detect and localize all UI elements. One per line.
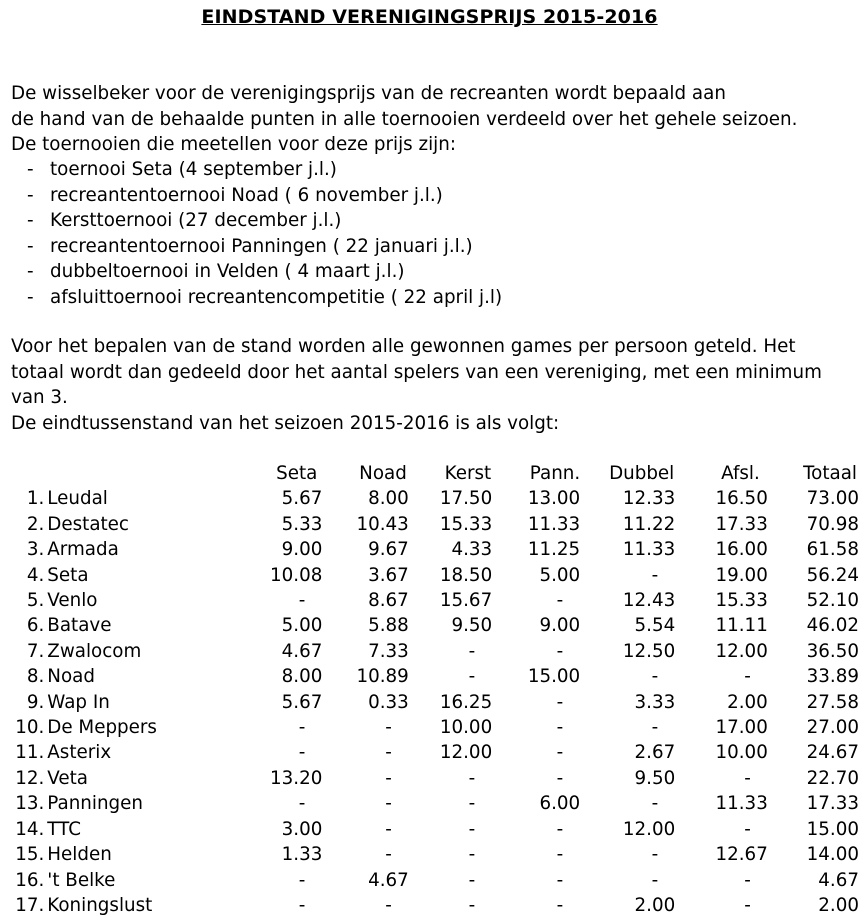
team-cell: Koningslust [47, 894, 153, 916]
dubbel-cell: - [651, 844, 659, 866]
dubbel-cell: 2.00 [634, 894, 676, 916]
pann-cell: 6.00 [539, 793, 581, 815]
header-pann: Pann. [529, 463, 581, 484]
team-cell: 't Belke [47, 869, 116, 891]
afsl-cell: - [744, 818, 751, 840]
totaal-cell: 22.70 [806, 767, 859, 789]
tournament-label: dubbeltoernooi in Velden ( 4 maart j.l.) [50, 261, 405, 282]
noad-cell: 7.33 [368, 640, 409, 662]
rank-cell: 16. [15, 869, 45, 891]
dubbel-cell: - [651, 717, 659, 739]
totaal-cell: 56.24 [806, 564, 859, 586]
totaal-cell: 4.67 [818, 869, 859, 891]
noad-cell: 8.67 [368, 590, 409, 612]
afsl-cell: 19.00 [715, 564, 768, 586]
pann-cell: - [556, 869, 564, 891]
seta-cell: 1.33 [281, 844, 323, 866]
kerst-cell: - [468, 844, 476, 866]
seta-cell: - [298, 590, 306, 612]
afsl-cell: - [744, 767, 751, 789]
method-line: De eindtussenstand van het seizoen 2015-2016 is als volgt: [11, 412, 560, 434]
kerst-cell: 15.33 [439, 513, 493, 535]
rank-cell: 7. [26, 640, 45, 662]
kerst-cell: 15.67 [439, 590, 493, 612]
dubbel-cell: 11.22 [622, 513, 676, 535]
tournament-item [27, 208, 502, 234]
table-row [0, 893, 859, 918]
rank-cell: 1. [26, 488, 45, 510]
header-kerst: Kerst [444, 463, 492, 484]
noad-cell: 5.88 [368, 615, 409, 637]
rank-cell: 4. [26, 564, 45, 586]
table-row [0, 842, 859, 867]
dubbel-cell: 9.50 [634, 767, 676, 789]
totaal-cell: 73.00 [806, 488, 859, 510]
kerst-cell: - [468, 793, 476, 815]
dubbel-cell: 12.00 [622, 818, 676, 840]
rank-cell: 12. [15, 767, 45, 789]
afsl-cell: 16.00 [715, 539, 768, 561]
team-cell: Venlo [47, 590, 98, 612]
afsl-cell: 17.33 [715, 513, 768, 535]
standings-table [0, 461, 859, 918]
kerst-cell: 12.00 [439, 742, 493, 764]
kerst-cell: - [468, 767, 476, 789]
noad-cell: - [385, 742, 392, 764]
dubbel-cell: - [651, 666, 659, 688]
noad-cell: 4.67 [368, 869, 409, 891]
header-dubbel: Dubbel [609, 463, 675, 484]
seta-cell: 5.67 [281, 691, 323, 713]
tournament-item [27, 259, 502, 285]
table-row [0, 715, 859, 740]
rank-cell: 9. [26, 691, 45, 713]
seta-cell: 5.67 [281, 488, 323, 510]
document-title: EINDSTAND VERENIGINGSPRIJS 2015-2016 [201, 6, 658, 28]
dubbel-cell: 11.33 [622, 539, 676, 561]
dubbel-cell: 3.33 [634, 691, 676, 713]
seta-cell: 5.33 [281, 513, 323, 535]
rank-cell: 3. [26, 539, 45, 561]
pann-cell: - [556, 717, 564, 739]
bullet-dash: - [27, 235, 34, 257]
table-row [0, 563, 859, 588]
totaal-cell: 17.33 [806, 793, 859, 815]
rank-cell: 13. [15, 793, 45, 815]
tournament-label: afsluittoernooi recreantencompetitie ( 22 april j.l) [50, 286, 503, 308]
tournament-label: Kersttoernooi (27 december j.l.) [50, 210, 342, 231]
team-cell: Helden [47, 844, 112, 866]
team-cell: Destatec [47, 513, 129, 535]
rank-cell: 11. [15, 742, 45, 764]
kerst-cell: 18.50 [439, 564, 493, 586]
header-rank [0, 461, 44, 486]
table-row [0, 613, 859, 638]
team-cell: Seta [47, 564, 89, 586]
dubbel-cell: 12.33 [622, 488, 676, 510]
bullet-dash: - [27, 184, 34, 206]
noad-cell: 0.33 [368, 691, 409, 713]
pann-cell: - [556, 767, 564, 789]
noad-cell: - [385, 767, 392, 789]
noad-cell: 3.67 [368, 564, 409, 586]
totaal-cell: 27.00 [806, 717, 859, 739]
afsl-cell: - [744, 666, 751, 688]
seta-cell: 5.00 [281, 615, 323, 637]
kerst-cell: 10.00 [439, 717, 493, 739]
dubbel-cell: 12.50 [622, 640, 676, 662]
noad-cell: - [385, 793, 392, 815]
team-cell: Wap In [47, 691, 110, 713]
kerst-cell: 17.50 [439, 488, 493, 510]
noad-cell: 10.89 [356, 666, 409, 688]
totaal-cell: 24.67 [806, 742, 859, 764]
afsl-cell: - [744, 869, 751, 891]
dubbel-cell: 12.43 [622, 590, 676, 612]
noad-cell: - [385, 894, 392, 916]
seta-cell: - [298, 793, 306, 815]
dubbel-cell: - [651, 793, 659, 815]
table-row [0, 486, 859, 511]
totaal-cell: 61.58 [806, 539, 859, 561]
tournament-label: recreantentoernooi Noad ( 6 november j.l.) [50, 184, 443, 206]
rank-cell: 2. [26, 513, 45, 535]
kerst-cell: - [468, 666, 476, 688]
team-cell: Leudal [47, 488, 108, 510]
standings-body [0, 486, 859, 918]
team-cell: TTC [47, 818, 82, 840]
intro-paragraph [11, 81, 859, 158]
totaal-cell: 36.50 [806, 640, 859, 662]
rank-cell: 17. [15, 894, 45, 916]
seta-cell: 10.08 [270, 564, 323, 586]
tournament-label: recreantentoernooi Panningen ( 22 januari j.l.) [50, 235, 473, 257]
totaal-cell: 2.00 [818, 894, 859, 916]
header-seta: Seta [276, 463, 318, 484]
totaal-cell: 46.02 [806, 615, 859, 637]
method-paragraph [11, 334, 859, 436]
header-team [44, 461, 218, 486]
team-cell: Veta [47, 767, 89, 789]
intro-line: De toernooien die meetellen voor deze prijs zijn: [11, 134, 457, 155]
pann-cell: 9.00 [539, 615, 581, 637]
pann-cell: 15.00 [527, 666, 581, 688]
pann-cell: - [556, 742, 564, 764]
method-line: Voor het bepalen van de stand worden alle gewonnen games per persoon geteld. Het [11, 336, 796, 357]
rank-cell: 5. [26, 590, 45, 612]
tournament-list [27, 157, 502, 310]
rank-cell: 10. [15, 717, 45, 739]
pann-cell: 11.33 [527, 513, 581, 535]
pann-cell: 11.25 [527, 539, 581, 561]
seta-cell: - [298, 717, 306, 739]
pann-cell: 13.00 [527, 488, 581, 510]
kerst-cell: - [468, 818, 476, 840]
header-afsl: Afsl. [721, 463, 760, 484]
dubbel-cell: 5.54 [634, 615, 676, 637]
table-row [0, 817, 859, 842]
table-row [0, 740, 859, 765]
bullet-dash: - [27, 286, 34, 308]
seta-cell: - [298, 742, 306, 764]
table-row [0, 588, 859, 613]
afsl-cell: - [744, 894, 751, 916]
team-cell: Armada [47, 539, 119, 561]
noad-cell: 10.43 [356, 513, 409, 535]
tournament-item [27, 157, 502, 183]
seta-cell: 8.00 [281, 666, 323, 688]
tournament-item [27, 285, 502, 311]
noad-cell: 9.67 [368, 539, 409, 561]
afsl-cell: 12.67 [715, 844, 768, 866]
header-totaal: Totaal [803, 463, 857, 484]
table-row [0, 537, 859, 562]
pann-cell: - [556, 844, 564, 866]
totaal-cell: 14.00 [806, 844, 859, 866]
team-cell: Panningen [47, 793, 143, 815]
afsl-cell: 16.50 [715, 488, 768, 510]
noad-cell: - [385, 717, 392, 739]
pann-cell: - [556, 818, 564, 840]
kerst-cell: - [468, 894, 476, 916]
team-cell: De Meppers [47, 717, 157, 739]
rank-cell: 8. [26, 666, 45, 688]
afsl-cell: 10.00 [715, 742, 768, 764]
noad-cell: - [385, 844, 392, 866]
team-cell: Zwalocom [47, 640, 142, 662]
totaal-cell: 70.98 [806, 513, 859, 535]
intro-line: De wisselbeker voor de verenigingsprijs van de recreanten wordt bepaald aan [11, 83, 726, 104]
rank-cell: 14. [15, 818, 45, 840]
pann-cell: - [556, 590, 564, 612]
kerst-cell: 9.50 [451, 615, 493, 637]
team-cell: Asterix [47, 742, 112, 764]
intro-line: de hand van de behaalde punten in alle toernooien verdeeld over het gehele seizoen. [11, 108, 798, 130]
kerst-cell: 4.33 [451, 539, 493, 561]
totaal-cell: 27.58 [806, 691, 859, 713]
rank-cell: 6. [26, 615, 45, 637]
afsl-cell: 17.00 [715, 717, 768, 739]
table-row [0, 791, 859, 816]
totaal-cell: 33.89 [806, 666, 859, 688]
method-line: van 3. [11, 387, 68, 408]
dubbel-cell: - [651, 564, 659, 586]
seta-cell: 4.67 [281, 640, 323, 662]
table-header-row [0, 461, 859, 486]
afsl-cell: 2.00 [727, 691, 768, 713]
afsl-cell: 11.33 [715, 793, 768, 815]
table-row [0, 639, 859, 664]
afsl-cell: 12.00 [715, 640, 768, 662]
seta-cell: 9.00 [281, 539, 323, 561]
noad-cell: - [385, 818, 392, 840]
table-row [0, 664, 859, 689]
team-cell: Batave [47, 615, 112, 637]
afsl-cell: 15.33 [715, 590, 768, 612]
header-noad: Noad [359, 463, 407, 484]
noad-cell: 8.00 [368, 488, 409, 510]
bullet-dash: - [27, 159, 34, 180]
kerst-cell: - [468, 869, 476, 891]
afsl-cell: 11.11 [715, 615, 768, 637]
dubbel-cell: - [651, 869, 659, 891]
bullet-dash: - [27, 210, 34, 231]
table-row [0, 766, 859, 791]
tournament-item [27, 183, 502, 209]
pann-cell: - [556, 691, 564, 713]
tournament-label: toernooi Seta (4 september j.l.) [50, 159, 337, 180]
method-line: totaal wordt dan gedeeld door het aantal spelers van een vereniging, met een minimum [11, 361, 822, 383]
seta-cell: - [298, 894, 306, 916]
tournament-item [27, 234, 502, 260]
seta-cell: 13.20 [270, 767, 323, 789]
table-row [0, 868, 859, 893]
pann-cell: - [556, 894, 564, 916]
totaal-cell: 52.10 [806, 590, 859, 612]
totaal-cell: 15.00 [806, 818, 859, 840]
table-row [0, 690, 859, 715]
kerst-cell: 16.25 [439, 691, 493, 713]
pann-cell: - [556, 640, 564, 662]
pann-cell: 5.00 [539, 564, 581, 586]
kerst-cell: - [468, 640, 476, 662]
rank-cell: 15. [15, 844, 45, 866]
team-cell: Noad [47, 666, 95, 688]
dubbel-cell: 2.67 [634, 742, 676, 764]
seta-cell: - [298, 869, 306, 891]
bullet-dash: - [27, 261, 34, 282]
table-row [0, 512, 859, 537]
seta-cell: 3.00 [281, 818, 323, 840]
